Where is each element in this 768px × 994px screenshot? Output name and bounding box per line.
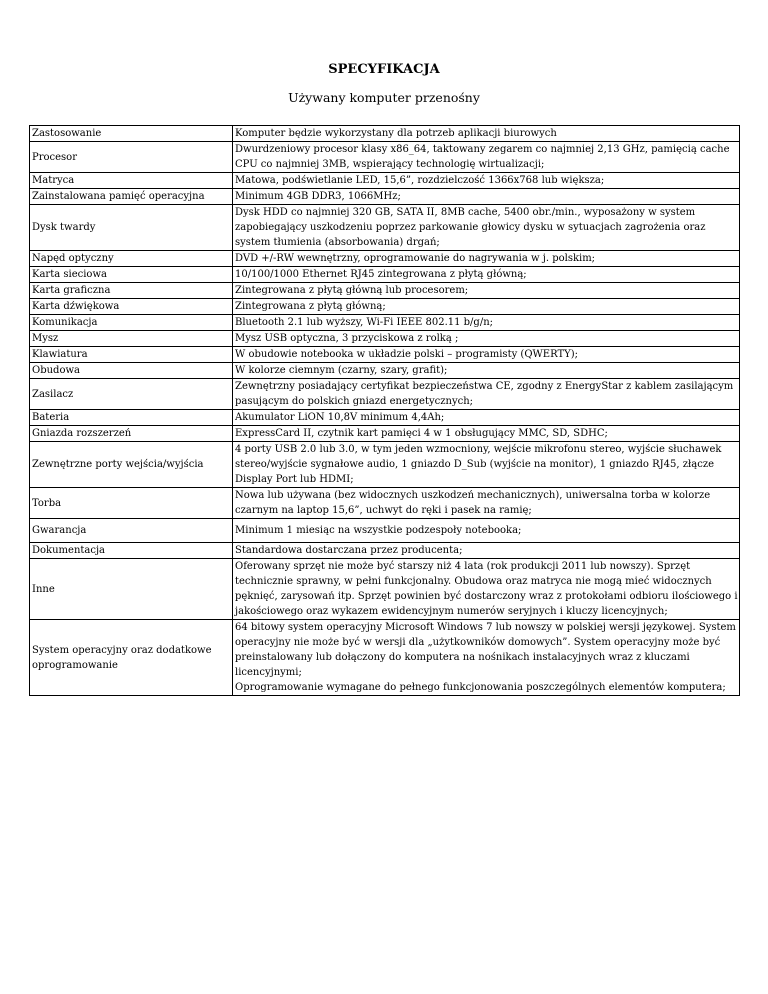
table-row: [30, 205, 740, 251]
table-row: [30, 267, 740, 283]
spec-label: Zasilacz: [30, 379, 233, 410]
table-row: [30, 379, 740, 410]
table-row: [30, 543, 740, 559]
spec-value: DVD +/-RW wewnętrzny, oprogramowanie do nagrywania w j. polskim;: [233, 251, 740, 267]
table-row: [30, 315, 740, 331]
table-row: [30, 189, 740, 205]
spec-value: Dysk HDD co najmniej 320 GB, SATA II, 8MB cache, 5400 obr./min., wyposażony w system zapobiegający uszkodzeniu poprzez parkowanie głowicy dysku w sytuacjach zagrożenia oraz system tłumienia (absorbowania) drgań;: [233, 205, 740, 251]
spec-value: Nowa lub używana (bez widocznych uszkodzeń mechanicznych), uniwersalna torba w kolorze czarnym na laptop 15,6”, uchwyt do ręki i pasek na ramię;: [233, 488, 740, 519]
spec-label: Zainstalowana pamięć operacyjna: [30, 189, 233, 205]
spec-label: Zewnętrzne porty wejścia/wyjścia: [30, 442, 233, 488]
spec-value: Mysz USB optyczna, 3 przyciskowa z rolką ;: [233, 331, 740, 347]
spec-label: Gniazda rozszerzeń: [30, 426, 233, 442]
table-row: [30, 283, 740, 299]
spec-label: Komunikacja: [30, 315, 233, 331]
document-title: SPECYFIKACJA: [328, 62, 440, 77]
spec-value: Komputer będzie wykorzystany dla potrzeb aplikacji biurowych: [233, 126, 740, 142]
spec-label: Karta dźwiękowa: [30, 299, 233, 315]
spec-value: ExpressCard II, czytnik kart pamięci 4 w 1 obsługujący MMC, SD, SDHC;: [233, 426, 740, 442]
spec-label: Procesor: [30, 142, 233, 173]
spec-label: Dysk twardy: [30, 205, 233, 251]
spec-value-line: Oprogramowanie wymagane do pełnego funkcjonowania poszczególnych elementów komputera;: [235, 682, 726, 693]
spec-value: W kolorze ciemnym (czarny, szary, grafit);: [233, 363, 740, 379]
spec-value: Standardowa dostarczana przez producenta;: [233, 543, 740, 559]
spec-value: W obudowie notebooka w układzie polski – programisty (QWERTY);: [233, 347, 740, 363]
spec-label: Mysz: [30, 331, 233, 347]
spec-label: Dokumentacja: [30, 543, 233, 559]
table-row: [30, 442, 740, 488]
table-row: [30, 488, 740, 519]
table-row: [30, 426, 740, 442]
spec-value: 10/100/1000 Ethernet RJ45 zintegrowana z płytą główną;: [233, 267, 740, 283]
spec-label: Inne: [30, 559, 233, 620]
spec-value: Zewnętrzny posiadający certyfikat bezpieczeństwa CE, zgodny z EnergyStar z kablem zasilającym pasującym do polskich gniazd energetycznych;: [233, 379, 740, 410]
specification-table: [29, 125, 740, 696]
table-row: [30, 347, 740, 363]
spec-label: Napęd optyczny: [30, 251, 233, 267]
spec-value: Minimum 4GB DDR3, 1066MHz;: [233, 189, 740, 205]
spec-label: Obudowa: [30, 363, 233, 379]
spec-value: Matowa, podświetlanie LED, 15,6”, rozdzielczość 1366x768 lub większa;: [233, 173, 740, 189]
spec-label: Torba: [30, 488, 233, 519]
table-row: [30, 299, 740, 315]
spec-label: System operacyjny oraz dodatkowe oprogramowanie: [30, 620, 233, 696]
spec-label: Bateria: [30, 410, 233, 426]
document-subtitle: Używany komputer przenośny: [288, 90, 480, 105]
spec-label: Karta graficzna: [30, 283, 233, 299]
table-row: [30, 620, 740, 696]
spec-value-line: 64 bitowy system operacyjny Microsoft Windows 7 lub nowszy w polskiej wersji językowej. System operacyjny nie może być w wersji dla „użytkowników domowych”. System operacyjny może być preinstalowany lub dołączony do komputera na nośnikach instalacyjnych wraz z kluczami licencyjnymi;: [235, 622, 736, 678]
spec-value: Akumulator LiON 10,8V minimum 4,4Ah;: [233, 410, 740, 426]
spec-value: Dwurdzeniowy procesor klasy x86_64, taktowany zegarem co najmniej 2,13 GHz, pamięcią cache CPU co najmniej 3MB, wspierający technologię wirtualizacji;: [233, 142, 740, 173]
spec-value: Minimum 1 miesiąc na wszystkie podzespoły notebooka;: [233, 519, 740, 543]
table-row: [30, 331, 740, 347]
spec-label: Gwarancja: [30, 519, 233, 543]
spec-label: Matryca: [30, 173, 233, 189]
table-row: [30, 559, 740, 620]
spec-value: 4 porty USB 2.0 lub 3.0, w tym jeden wzmocniony, wejście mikrofonu stereo, wyjście słuchawek stereo/wyjście sygnałowe audio, 1 gniazdo D_Sub (wyjście na monitor), 1 gniazdo RJ45, złącze Display Port lub HDMI;: [233, 442, 740, 488]
spec-value: Zintegrowana z płytą główną lub procesorem;: [233, 283, 740, 299]
table-row: [30, 363, 740, 379]
spec-label: Klawiatura: [30, 347, 233, 363]
table-row: [30, 251, 740, 267]
spec-value: Bluetooth 2.1 lub wyższy, Wi-Fi IEEE 802.11 b/g/n;: [233, 315, 740, 331]
spec-value: Zintegrowana z płytą główną;: [233, 299, 740, 315]
table-row: [30, 126, 740, 142]
spec-label: Karta sieciowa: [30, 267, 233, 283]
table-row: [30, 410, 740, 426]
spec-label: Zastosowanie: [30, 126, 233, 142]
spec-value: [233, 620, 740, 696]
table-row: [30, 519, 740, 543]
table-row: [30, 173, 740, 189]
table-row: [30, 142, 740, 173]
spec-value: Oferowany sprzęt nie może być starszy niż 4 lata (rok produkcji 2011 lub nowszy). Sprzęt technicznie sprawny, w pełni funkcjonalny. Obudowa oraz matryca nie mogą mieć widocznych pęknięć, zarysowań itp. Sprzęt powinien być dostarczony wraz z protokołami odbioru ilościowego i jakościowego oraz wykazem ewidencyjnym numerów seryjnych i kluczy licencyjnych;: [233, 559, 740, 620]
